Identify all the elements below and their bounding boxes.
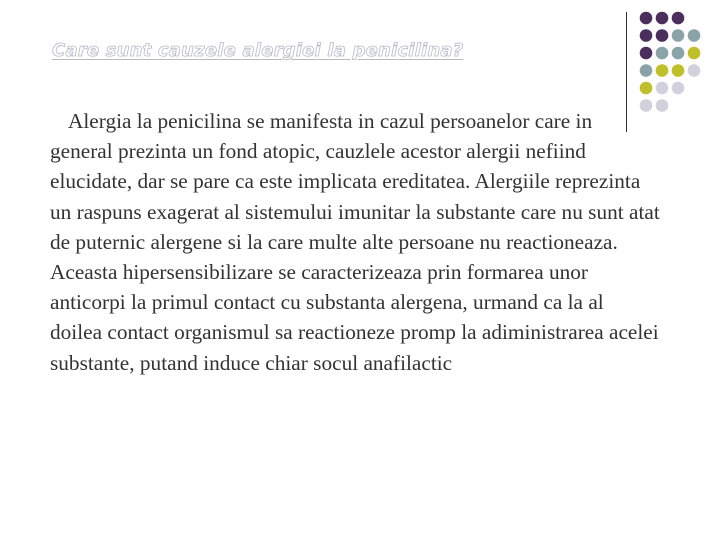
decor-dot-olive — [688, 47, 701, 60]
dot-grid-decoration — [638, 10, 710, 120]
decor-dot-teal — [672, 47, 685, 60]
decor-dot-purple — [640, 29, 653, 42]
decor-dot-purple — [640, 12, 653, 25]
decor-dot-lavender — [672, 82, 685, 95]
decor-dot-olive — [656, 64, 669, 77]
decor-dot-purple — [672, 12, 685, 25]
decor-dot-teal — [656, 47, 669, 60]
decor-dot-olive — [640, 82, 653, 95]
decor-dot-purple — [656, 29, 669, 42]
decor-dot-lavender — [656, 82, 669, 95]
decor-dot-lavender — [688, 64, 701, 77]
slide-title: Care sunt cauzele alergiei la penicilina? — [52, 40, 464, 61]
decor-dot-teal — [640, 64, 653, 77]
decor-dot-purple — [640, 47, 653, 60]
slide-body-text: Alergia la penicilina se manifesta in cazul persoanelor care in general prezinta un fond atopic, cauzlele acestor alergii nefiind elucidate, dar se pare ca este implicata ereditatea. Alergiile reprezinta un raspuns exagerat al sistemului imunitar la substante care nu sunt atat de puternic alergene si la care multe alte persoane nu reactioneaza. Aceasta hipersensibilizare se caracterizeaza prin formarea unor anticorpi la primul contact cu substanta alergena, urmand ca la al doilea contact organismul sa reactioneze promp la adiministrarea acelei substante, putand induce chiar socul anafilactic — [50, 109, 660, 375]
decor-dot-teal — [672, 29, 685, 42]
decor-dot-purple — [656, 12, 669, 25]
decor-dot-teal — [688, 29, 701, 42]
decor-dot-olive — [672, 64, 685, 77]
